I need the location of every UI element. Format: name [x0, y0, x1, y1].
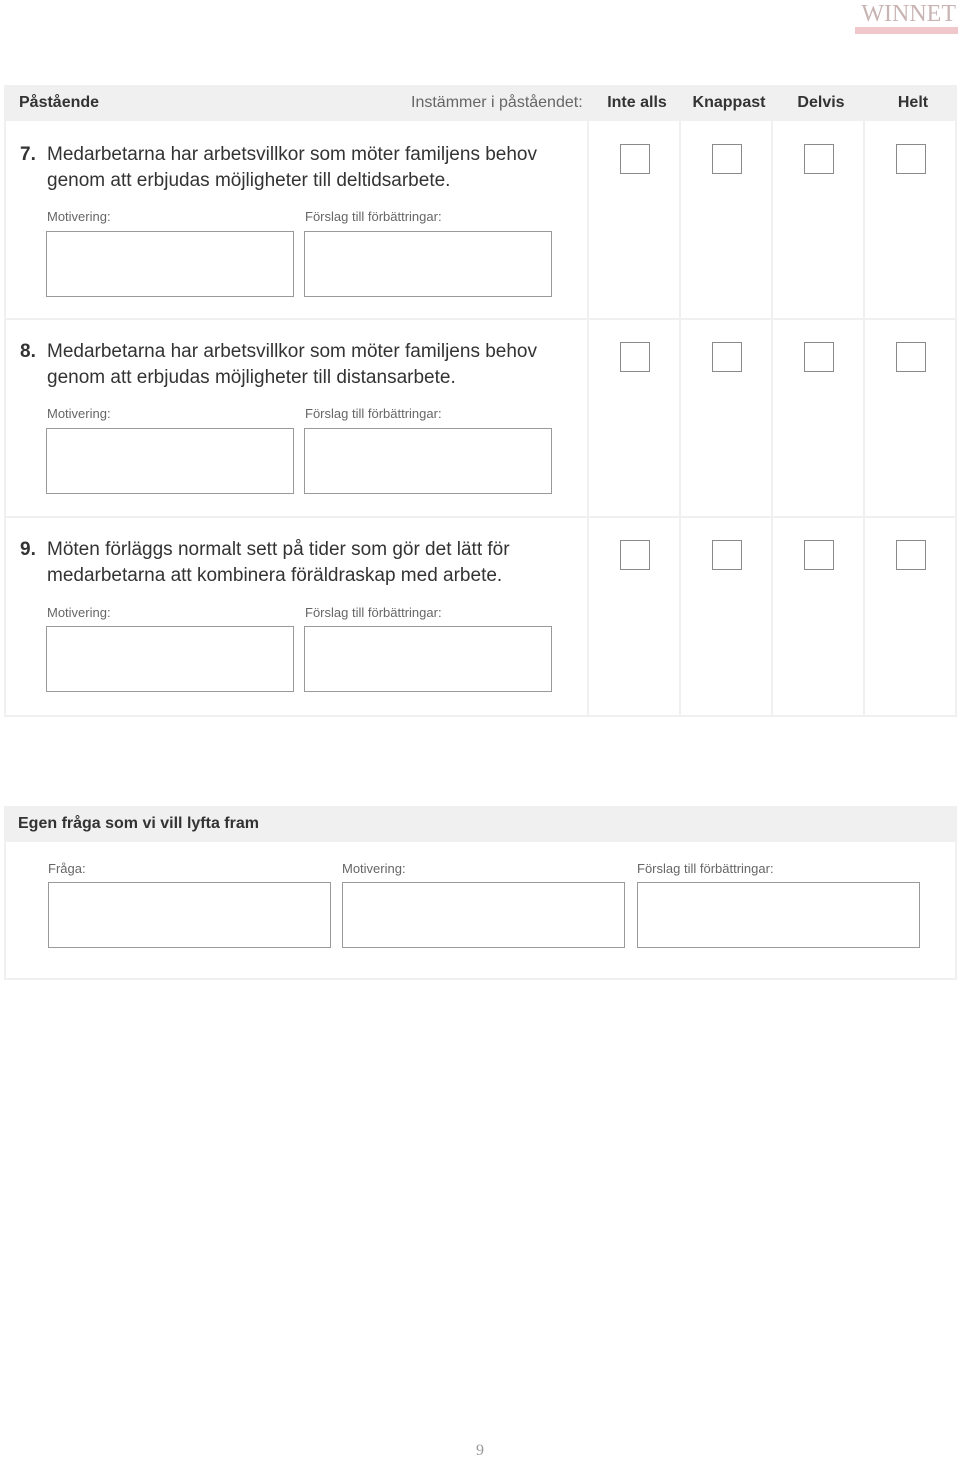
- own-question-field[interactable]: [48, 882, 331, 948]
- own-question-header: [4, 806, 957, 842]
- suggestions-field[interactable]: [304, 231, 552, 297]
- question-number: 9.: [20, 539, 36, 560]
- checkbox-delvis[interactable]: [804, 342, 834, 372]
- option-header-delvis: Delvis: [797, 94, 845, 111]
- option-cell-knappast: [681, 121, 773, 320]
- motivation-field[interactable]: [46, 626, 294, 692]
- own-motivation-label: Motivering:: [342, 861, 406, 876]
- suggestions-field[interactable]: [304, 626, 552, 692]
- checkbox-delvis[interactable]: [804, 540, 834, 570]
- checkbox-knappast[interactable]: [712, 144, 742, 174]
- option-cell-inte-alls: [589, 320, 681, 518]
- question-cell: [4, 121, 589, 320]
- option-cell-delvis: [773, 320, 865, 518]
- own-suggestions-label: Förslag till förbättringar:: [637, 861, 774, 876]
- checkbox-helt[interactable]: [896, 144, 926, 174]
- question-text: Medarbetarna har arbetsvillkor som möter familjens behov genom att erbjudas möjligheter till distansarbete.: [47, 341, 537, 388]
- option-cell-inte-alls: [589, 121, 681, 320]
- motivation-label: Motivering:: [47, 209, 111, 224]
- own-question-body: [4, 842, 957, 980]
- header-title: Påstående: [19, 94, 100, 111]
- suggestions-label: Förslag till förbättringar:: [305, 605, 442, 620]
- option-cell-delvis: [773, 121, 865, 320]
- suggestions-label: Förslag till förbättringar:: [305, 209, 442, 224]
- suggestions-label: Förslag till förbättringar:: [305, 406, 442, 421]
- option-cell-helt: [865, 121, 957, 320]
- own-question-title: Egen fråga som vi vill lyfta fram: [18, 815, 259, 832]
- question-text-wrap: [20, 339, 580, 388]
- logo-text: WINNET: [861, 1, 956, 27]
- motivation-field[interactable]: [46, 231, 294, 297]
- checkbox-inte-alls[interactable]: [620, 342, 650, 372]
- question-number: 7.: [20, 144, 36, 165]
- question-text-wrap: [20, 537, 580, 586]
- question-text-wrap: [20, 142, 580, 191]
- option-cell-helt: [865, 320, 957, 518]
- checkbox-delvis[interactable]: [804, 144, 834, 174]
- question-cell: [4, 518, 589, 717]
- option-header-inte-alls: Inte alls: [607, 94, 667, 111]
- checkbox-knappast[interactable]: [712, 540, 742, 570]
- checkbox-inte-alls[interactable]: [620, 144, 650, 174]
- checkbox-helt[interactable]: [896, 342, 926, 372]
- question-cell: [4, 320, 589, 518]
- option-cell-knappast: [681, 320, 773, 518]
- page-number: 9: [476, 1442, 484, 1459]
- own-suggestions-field[interactable]: [637, 882, 920, 948]
- option-header-helt: Helt: [897, 94, 929, 111]
- suggestions-field[interactable]: [304, 428, 552, 494]
- winnet-logo: [855, 2, 958, 32]
- option-cell-inte-alls: [589, 518, 681, 717]
- checkbox-knappast[interactable]: [712, 342, 742, 372]
- option-cell-helt: [865, 518, 957, 717]
- motivation-label: Motivering:: [47, 605, 111, 620]
- logo-bar: [855, 27, 958, 34]
- option-cell-delvis: [773, 518, 865, 717]
- own-motivation-field[interactable]: [342, 882, 625, 948]
- own-question-label: Fråga:: [48, 861, 86, 876]
- checkbox-helt[interactable]: [896, 540, 926, 570]
- checkbox-inte-alls[interactable]: [620, 540, 650, 570]
- question-text: Medarbetarna har arbetsvillkor som möter familjens behov genom att erbjudas möjligheter till deltidsarbete.: [47, 144, 537, 191]
- option-cell-knappast: [681, 518, 773, 717]
- motivation-label: Motivering:: [47, 406, 111, 421]
- question-number: 8.: [20, 341, 36, 362]
- table-header: [4, 85, 957, 121]
- header-agree-label: Instämmer i påståendet:: [411, 94, 583, 111]
- motivation-field[interactable]: [46, 428, 294, 494]
- option-header-knappast: Knappast: [692, 94, 766, 111]
- question-text: Möten förläggs normalt sett på tider som gör det lätt för medarbetarna att kombinera föräldraskap med arbete.: [47, 539, 510, 586]
